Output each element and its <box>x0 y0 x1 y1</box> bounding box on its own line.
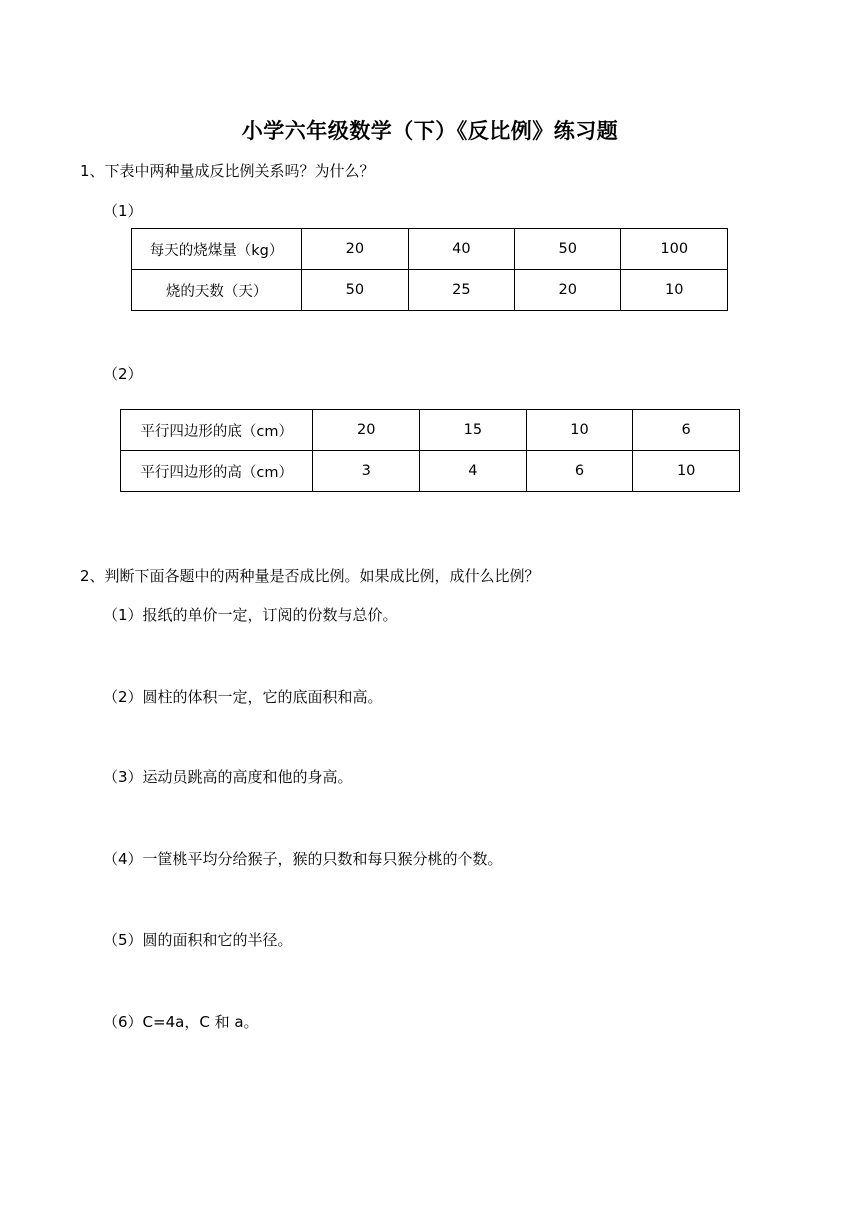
question-1-part-1-label: （1） <box>103 202 143 220</box>
table-row <box>121 451 740 492</box>
question-2-item-5: （5）圆的面积和它的半径。 <box>103 931 293 949</box>
table-cell: 3 <box>313 451 420 492</box>
question-1-part-2-label: （2） <box>103 365 143 383</box>
coal-consumption-table <box>131 228 728 311</box>
question-2-item-3: （3）运动员跳高的高度和他的身高。 <box>103 768 353 786</box>
table-cell: 20 <box>302 229 408 270</box>
row-header: 平行四边形的底（cm） <box>121 410 313 451</box>
table-cell: 100 <box>621 229 728 270</box>
table-cell: 6 <box>633 410 740 451</box>
table-cell: 40 <box>408 229 514 270</box>
table-row <box>132 229 728 270</box>
table-cell: 10 <box>633 451 740 492</box>
parallelogram-table <box>120 409 740 492</box>
table-cell: 50 <box>302 270 408 311</box>
table-cell: 20 <box>313 410 420 451</box>
table-cell: 20 <box>515 270 621 311</box>
question-2-prompt: 2、判断下面各题中的两种量是否成比例。如果成比例，成什么比例？ <box>80 567 540 585</box>
table-cell: 4 <box>420 451 527 492</box>
question-2-item-2: （2）圆柱的体积一定，它的底面积和高。 <box>103 688 383 706</box>
table-cell: 10 <box>621 270 728 311</box>
row-header: 烧的天数（天） <box>132 270 302 311</box>
page-title: 小学六年级数学（下）《反比例》练习题 <box>241 119 619 143</box>
question-1-prompt: 1、下表中两种量成反比例关系吗？为什么？ <box>80 162 375 180</box>
table-cell: 15 <box>420 410 527 451</box>
question-2-item-4: （4）一筐桃平均分给猴子，猴的只数和每只猴分桃的个数。 <box>103 850 503 868</box>
question-2-item-1: （1）报纸的单价一定，订阅的份数与总价。 <box>103 606 398 624</box>
row-header: 每天的烧煤量（kg） <box>132 229 302 270</box>
table-row <box>132 270 728 311</box>
table-cell: 6 <box>526 451 633 492</box>
table-cell: 50 <box>515 229 621 270</box>
row-header: 平行四边形的高（cm） <box>121 451 313 492</box>
table-row <box>121 410 740 451</box>
table-cell: 10 <box>526 410 633 451</box>
table-cell: 25 <box>408 270 514 311</box>
question-2-item-6: （6）C=4a，C 和 a。 <box>103 1013 259 1031</box>
